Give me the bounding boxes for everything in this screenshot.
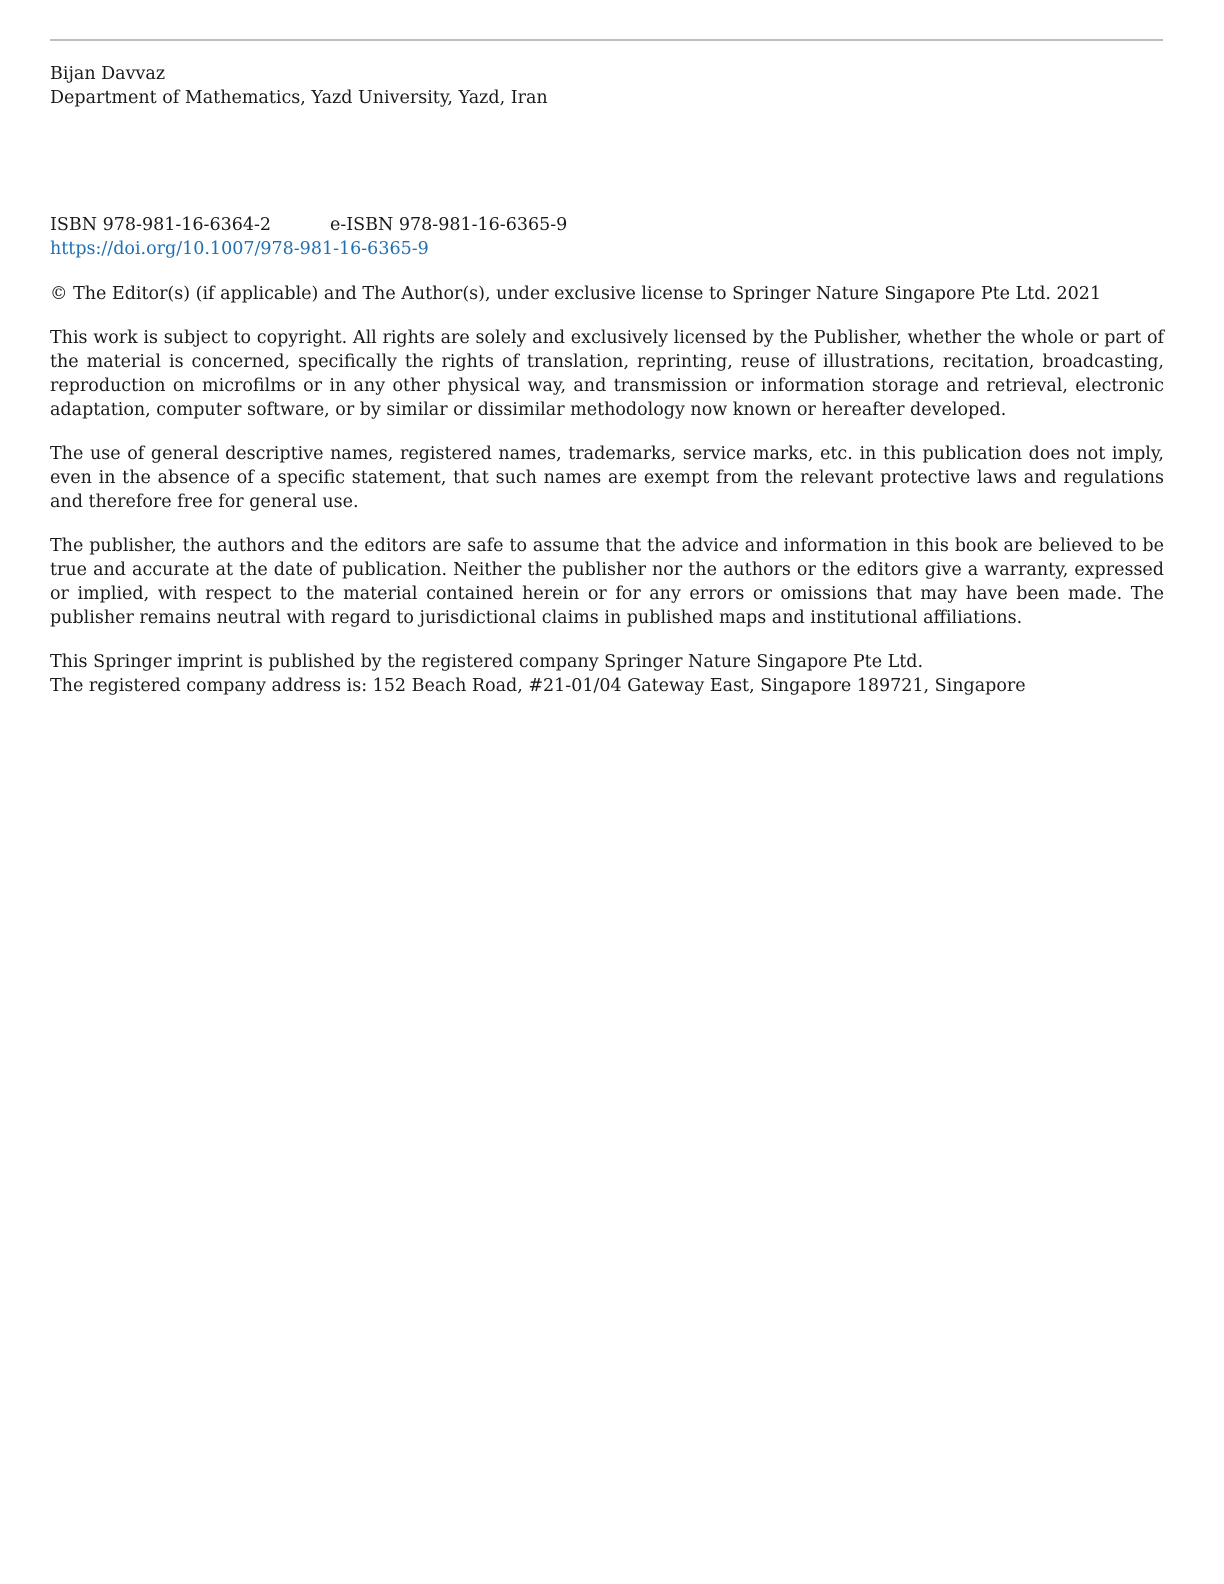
copyright-notice: © The Editor(s) (if applicable) and The Author(s), under exclusive license to Springer Nature Singapore Pte Ltd. 2021: [50, 284, 1102, 304]
rights-paragraph: This work is subject to copyright. All rights are solely and exclusively licensed by the Publisher, whether the whole or part of the material is concerned, specifically the rights of translation, reprinting, reuse of illustrations, recitation, broadcasting, reproduction on microfilms or in any other physical way, and transmission or information storage and retrieval, electronic adaptation, computer software, or by similar or dissimilar methodology now known or hereafter developed.: [50, 328, 1164, 420]
disclaimer-paragraph: The publisher, the authors and the editors are safe to assume that the advice and information in this book are believed to be true and accurate at the date of publication. Neither the publisher nor the authors or the editors give a warranty, expressed or implied, with respect to the material contained herein or for any errors or omissions that may have been made. The publisher remains neutral with regard to jurisdictional claims in published maps and institutional affiliations.: [50, 536, 1164, 628]
imprint-block: [50, 650, 1164, 698]
eisbn: e-ISBN 978-981-16-6365-9: [330, 215, 568, 235]
author-affiliation: Department of Mathematics, Yazd University, Yazd, Iran: [50, 88, 548, 108]
identifiers-block: [50, 213, 1164, 261]
author-name: Bijan Davvaz: [50, 64, 166, 84]
author-block: [50, 62, 1164, 110]
doi-link[interactable]: https://doi.org/10.1007/978-981-16-6365-9: [50, 239, 429, 259]
isbn-line: [50, 213, 1164, 237]
top-rule: [50, 39, 1163, 41]
names-paragraph: The use of general descriptive names, registered names, trademarks, service marks, etc. in this publication does not imply, even in the absence of a specific statement, that such names are exempt from the relevant protective laws and regulations and therefore free for general use.: [50, 444, 1164, 512]
imprint-address: The registered company address is: 152 Beach Road, #21-01/04 Gateway East, Singapore 189721, Singapore: [50, 676, 1026, 696]
isbn: ISBN 978-981-16-6364-2: [50, 215, 272, 235]
imprint-publisher: This Springer imprint is published by the registered company Springer Nature Singapore Pte Ltd.: [50, 652, 924, 672]
